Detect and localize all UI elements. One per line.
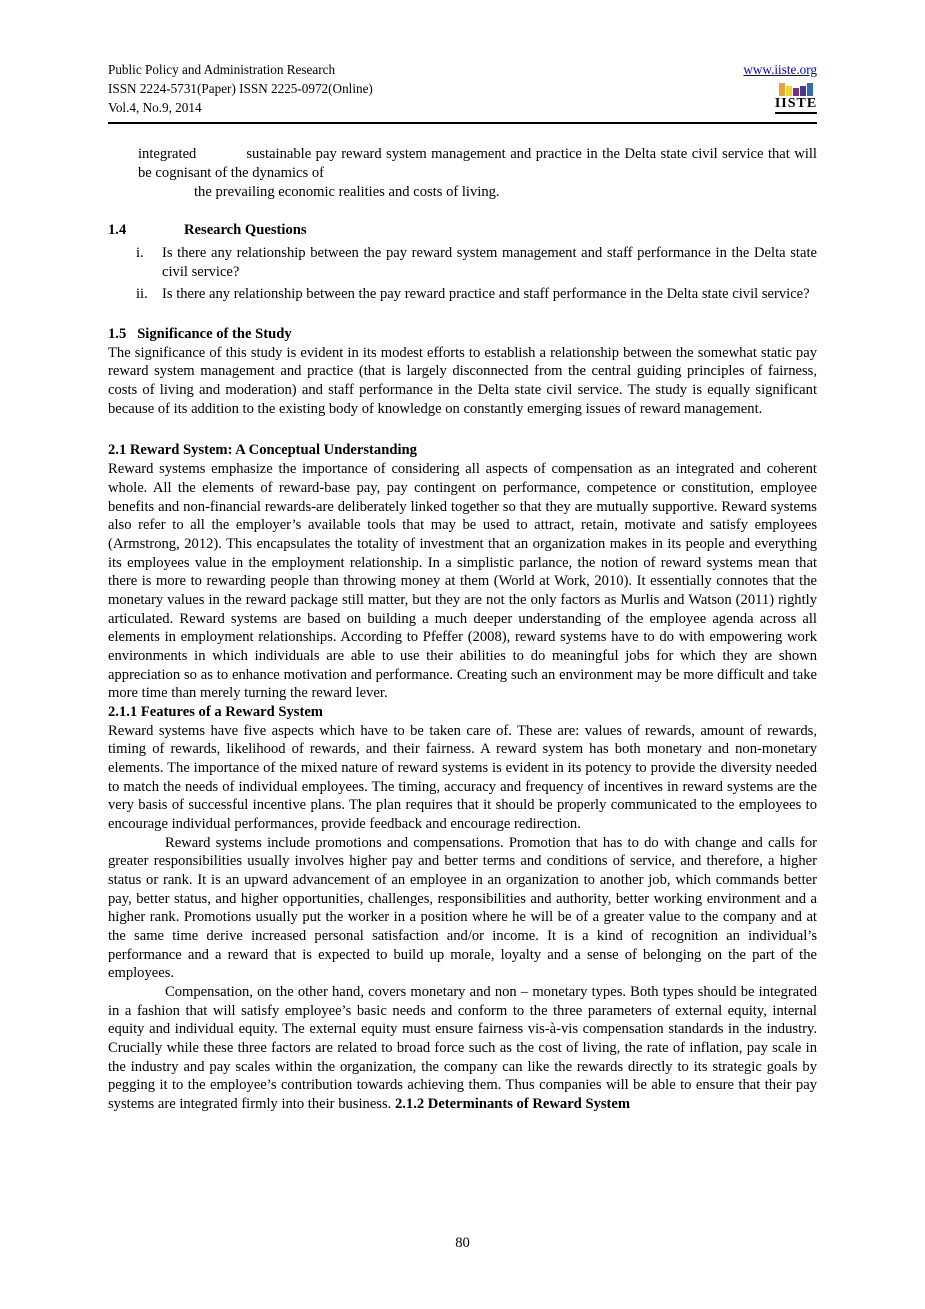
reward-system-paragraph: Reward systems emphasize the importance of considering all aspects of compensation as an integrated and coherent whole. All the elements of reward-base pay, pay contingent on performance, competence or constitution, employee benefits and non-financial rewards-are deliberately linked together so that they are mutually supportive. Reward systems also refer to all the employer’s available tools that may be used to attract, retain, motivate and satisfy employees (Armstrong, 2012). This encapsulates the totality of investment that an organization makes in its people and everything its employees value in the employment relationship. In a simplistic parlance, the notion of reward systems mean that there is more to rewarding people than throwing money at them (World at Work, 2010). It essentially connotes that the monetary values in the reward package still matter, but they are not the only factors as Murlis and Watson (2011) rightly articulated. Reward systems are based on building a much deeper understanding of the employee agenda across all elements in employment relationships. According to Pfeffer (2008), reward systems have to do with empowering work environments in which individuals are able to use their abilities to do meaningful jobs for which they are shown appreciation so as to enhance motivation and performance. Creating such an environment may be more difficult and take more time than merely turning the reward lever. (108, 461, 817, 702)
intro-word: integrated (138, 146, 197, 163)
intro-paragraph (138, 145, 817, 182)
iiste-logo (775, 82, 817, 113)
section-heading-2-1-1: 2.1.1 Features of a Reward System (108, 703, 323, 720)
features-paragraph: Reward systems have five aspects which have to be taken care of. These are: values of rewards, amount of rewards, timing of rewards, likelihood of rewards, and their fairness. A reward system has both monetary and non-monetary elements. The importance of the mixed nature of reward systems is evident in its potency to provide the diversity needed to match the needs of individual employees. The timing, accuracy and frequency of incentives in reward systems are the very basis of successful incentive plans. The plan requires that it should be properly communicated to the employees to encourage individual performances, provide feedback and encourage redirection. (108, 722, 817, 832)
section-heading-1-5: 1.5 Significance of the Study (108, 326, 292, 343)
paper-body (108, 124, 817, 1113)
promotions-paragraph: Reward systems include promotions and compensations. Promotion that has to do with change and calls for greater responsibilities usually involves higher pay and better terms and conditions of service, and therefore, a higher status or rank. It is an upward advancement of an employee in an organization to another job, which commands better pay, better status, and higher opportunities, challenges, responsibilities and authority, better working environment and a higher rank. Promotions usually put the worker in a position where he will be of a greater value to the company and at the same time derive increased personal satisfaction and/or income. It is a kind of recognition an individual’s performance and a reward that is expected to build up morale, loyalty and a sense of belonging on the part of the employees. (108, 834, 817, 982)
compensation-text: Compensation, on the other hand, covers monetary and non – monetary types. Both types should be integrated in a fashion that will satisfy employee’s basic needs and conform to the three parameters of external equity, internal equity and individual equity. The external equity must ensure fairness vis-à-vis compensation standards in the industry. Crucially while these three factors are related to broad force such as the cost of living, the rate of inflation, pay scale in the industry and pay scales within the organization, the company can like the rewards directly to its strategic goals by pegging it to the employee’s contribution towards achieving them. Thus companies will be able to ensure that their pay systems are integrated firmly into their business. (108, 983, 817, 1112)
section-heading-2-1-2-inline: 2.1.2 Determinants of Reward System (394, 1096, 631, 1112)
journal-name: Public Policy and Administration Research (108, 62, 336, 77)
section-heading-2-1: 2.1 Reward System: A Conceptual Understanding (108, 442, 417, 459)
iiste-logo-text: IISTE (775, 96, 817, 113)
list-item-text: Is there any relationship between the pay reward practice and staff performance in the Delta state civil service? (162, 286, 810, 303)
significance-paragraph: The significance of this study is evident in its modest efforts to establish a relationship between the somewhat static pay reward system management and practice (that is largely disconnected from the central guiding principles of fairness, costs of living and moderation) and staff performance in the Delta state civil service. The study is equally significant because of its addition to the existing body of knowledge on constantly emerging issues of reward management. (108, 344, 817, 417)
section-title-1-4: Research Questions (184, 222, 307, 239)
list-item-label: ii. (136, 286, 148, 303)
section-number-1-4: 1.4 (108, 222, 127, 239)
list-item-label: i. (136, 245, 144, 262)
research-question-item (136, 285, 817, 304)
header-right (743, 60, 817, 114)
iiste-logo-bars-icon (779, 82, 813, 96)
intro-rest: sustainable pay reward system management and practice in the Delta state civil service that will be cognisant of the dynamics of (138, 146, 817, 182)
research-questions-list (108, 244, 817, 304)
intro-continuation: the prevailing economic realities and costs of living. (194, 183, 500, 200)
page-number: 80 (455, 1235, 470, 1252)
volume-line: Vol.4, No.9, 2014 (108, 100, 202, 116)
list-item-text: Is there any relationship between the pay reward system management and staff performance in the Delta state civil service? (162, 245, 817, 280)
website-link[interactable]: www.iiste.org (743, 62, 817, 77)
issn-line: ISSN 2224-5731(Paper) ISSN 2225-0972(Online) (108, 81, 373, 97)
compensation-paragraph (108, 983, 817, 1114)
journal-info (108, 60, 373, 117)
section-heading-1-4 (108, 221, 817, 240)
page-header (108, 60, 817, 117)
research-question-item (136, 244, 817, 281)
